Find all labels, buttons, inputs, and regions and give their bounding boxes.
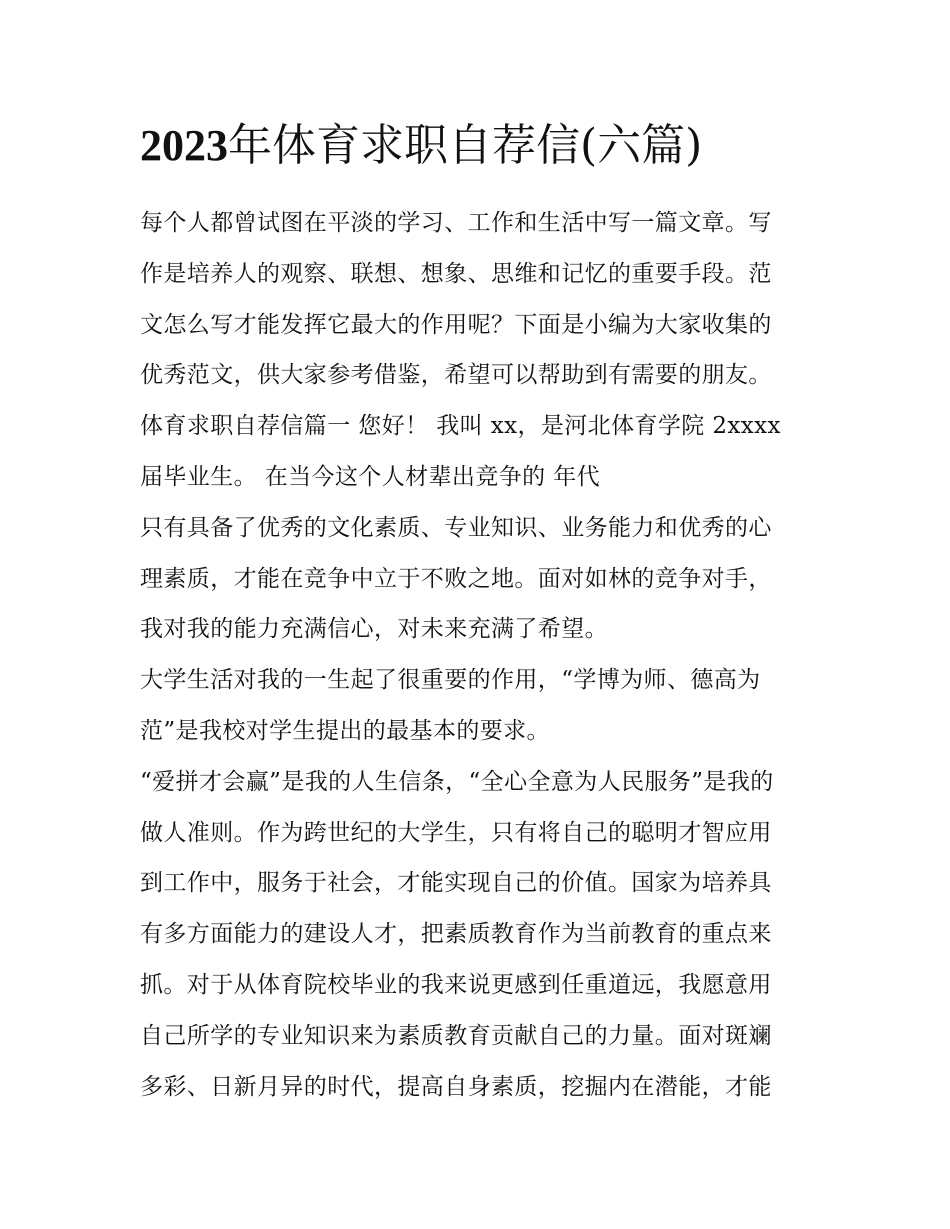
body-line: 只有具备了优秀的文化素质、专业知识、业务能力和优秀的心	[140, 514, 772, 541]
body-line: 理素质，才能在竞争中立于不败之地。面对如林的竞争对手，	[140, 565, 772, 592]
body-line: 文怎么写才能发挥它最大的作用呢？下面是小编为大家收集的	[140, 311, 772, 338]
body-line: 范”是我校对学生提出的最基本的要求。	[140, 717, 550, 744]
document-body	[140, 198, 820, 1112]
body-line: 届毕业生。 在当今这个人材辈出竞争的 年代	[140, 463, 601, 490]
body-line: 到工作中，服务于社会，才能实现自己的价值。国家为培养具	[140, 870, 772, 897]
body-line: “爱拼才会赢”是我的人生信条，“全心全意为人民服务”是我的	[140, 768, 774, 795]
body-line: 做人准则。作为跨世纪的大学生，只有将自己的聪明才智应用	[140, 819, 772, 846]
body-line: 多彩、日新月异的时代，提高自身素质，挖掘内在潜能，才能	[140, 1073, 772, 1100]
body-line: 有多方面能力的建设人才，把素质教育作为当前教育的重点来	[140, 921, 772, 948]
body-line: 抓。对于从体育院校毕业的我来说更感到任重道远，我愿意用	[140, 971, 772, 998]
title-text: 年体育求职自荐信(六篇)	[228, 120, 703, 171]
body-line: 每个人都曾试图在平淡的学习、工作和生活中写一篇文章。写	[140, 210, 772, 236]
body-line: 自己所学的专业知识来为素质教育贡献自己的力量。面对斑斓	[140, 1022, 772, 1049]
body-line: 体育求职自荐信篇一 您好！ 我叫 xx，是河北体育学院 2xxxx	[140, 413, 781, 440]
body-line: 大学生活对我的一生起了很重要的作用，“学博为师、德高为	[140, 667, 761, 694]
body-line: 作是培养人的观察、联想、想象、思维和记忆的重要手段。范	[140, 260, 772, 287]
document-title	[140, 118, 840, 174]
body-line: 优秀范文，供大家参考借鉴，希望可以帮助到有需要的朋友。	[140, 362, 772, 389]
body-line: 我对我的能力充满信心，对未来充满了希望。	[140, 616, 608, 643]
title-year: 2023	[140, 121, 228, 170]
